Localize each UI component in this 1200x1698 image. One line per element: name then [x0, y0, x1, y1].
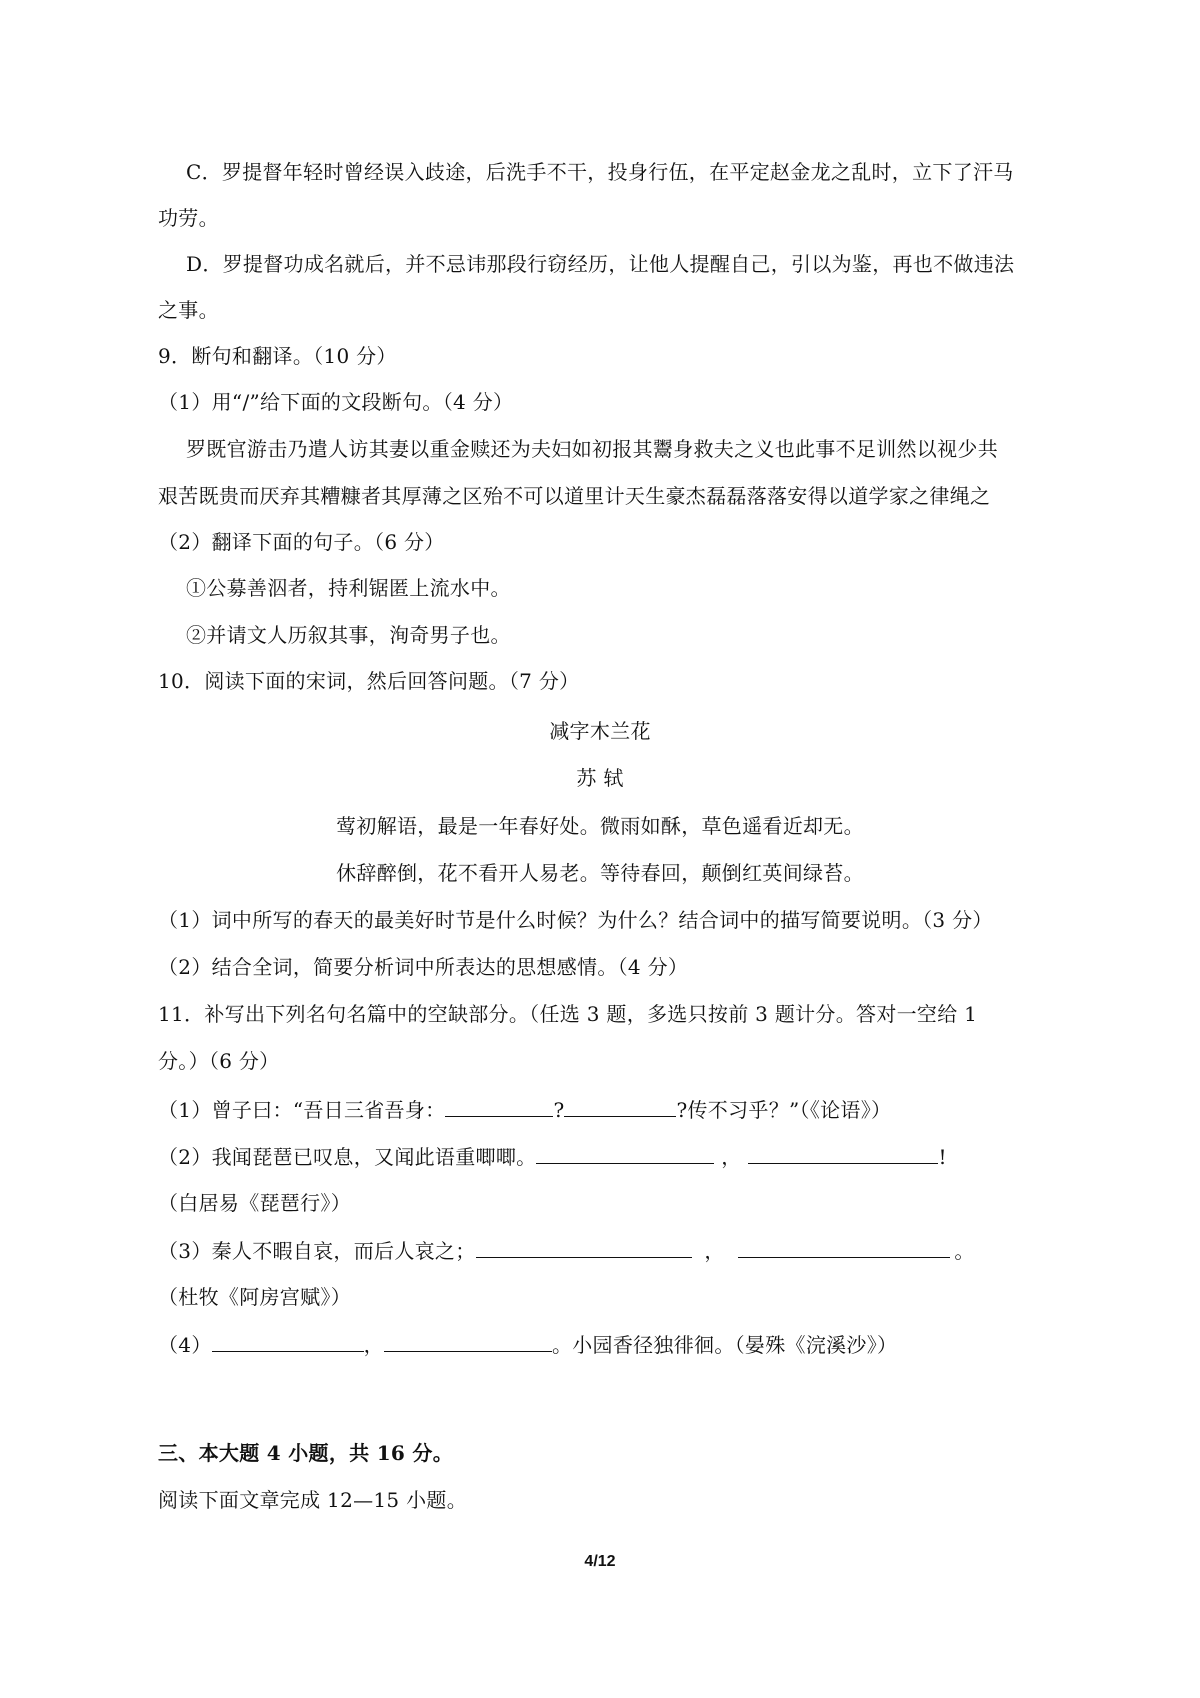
question-10-part1: （1）词中所写的春天的最美好时节是什么时候？为什么？结合词中的描写简要说明。（3 分）	[158, 908, 993, 932]
item1-mid: ?	[553, 1098, 565, 1122]
question-11-item1	[158, 1094, 891, 1124]
section-3-instruction: 阅读下面文章完成 12—15 小题。	[158, 1488, 468, 1512]
fill-blank[interactable]	[564, 1094, 676, 1117]
question-9-sentence2: ②并请文人历叙其事，洵奇男子也。	[186, 623, 511, 647]
poem-line1: 莺初解语，最是一年春好处。微雨如酥，草色遥看近却无。	[336, 814, 864, 838]
poem-author: 苏 轼	[576, 766, 624, 790]
item1-suffix: ?传不习乎？”（《论语》）	[676, 1098, 892, 1122]
question-11-item3	[158, 1235, 980, 1265]
item4-mid: ，	[363, 1333, 384, 1357]
fill-blank[interactable]	[748, 1141, 938, 1164]
question-9-passage-line1: 罗既官游击乃遣人访其妻以重金赎还为夫妇如初报其鬻身救夫之义也此事不足训然以视少共	[186, 437, 998, 461]
question-11-item4	[158, 1329, 897, 1359]
question-10-part2: （2）结合全词，简要分析词中所表达的思想感情。（4 分）	[158, 955, 689, 979]
option-d-line2: 之事。	[158, 298, 219, 322]
item1-prefix: （1）曾子曰：“吾日三省吾身：	[158, 1098, 446, 1122]
question-9-part2: （2）翻译下面的句子。（6 分）	[158, 530, 445, 554]
fill-blank[interactable]	[536, 1141, 714, 1164]
item4-prefix: （4）	[158, 1333, 212, 1357]
item2-mid: ，	[721, 1145, 742, 1169]
fill-blank[interactable]	[445, 1094, 553, 1117]
question-11-title-line1: 11．补写出下列名句名篇中的空缺部分。（任选 3 题，多选只按前 3 题计分。答对一空给 1	[158, 1002, 978, 1026]
option-c-line1: C．罗提督年轻时曾经误入歧途，后洗手不干，投身行伍，在平定赵金龙之乱时，立下了汗马	[186, 160, 1014, 184]
page-number: 4/12	[584, 1553, 616, 1570]
question-11-title-line2: 分。）（6 分）	[158, 1049, 280, 1073]
poem-line2: 休辞醉倒，花不看开人易老。等待春回，颠倒红英间绿苔。	[336, 861, 864, 885]
poem-title: 减字木兰花	[549, 719, 651, 743]
option-c-line2: 功劳。	[158, 206, 219, 230]
item3-mid: ，	[704, 1239, 725, 1263]
question-11-item3-source: （杜牧《阿房宫赋》）	[158, 1285, 351, 1309]
option-d-line1: D．罗提督功成名就后，并不忌讳那段行窃经历，让他人提醒自己，引以为鉴，再也不做违法	[186, 252, 1015, 276]
question-9-part1: （1）用“/”给下面的文段断句。（4 分）	[158, 390, 514, 414]
fill-blank[interactable]	[384, 1329, 552, 1352]
item3-suffix: 。	[954, 1239, 975, 1263]
fill-blank[interactable]	[476, 1235, 692, 1258]
item2-suffix: !	[938, 1145, 947, 1169]
question-11-item2	[158, 1141, 947, 1171]
question-9-passage-line2: 艰苦既贵而厌弃其糟糠者其厚薄之区殆不可以道里计天生豪杰磊磊落落安得以道学家之律绳之	[158, 484, 991, 508]
item2-prefix: （2）我闻琵琶已叹息，又闻此语重唧唧。	[158, 1145, 537, 1169]
item3-prefix: （3）秦人不暇自哀，而后人哀之；	[158, 1239, 476, 1263]
fill-blank[interactable]	[212, 1329, 364, 1352]
section-3-heading: 三、本大题 4 小题，共 16 分。	[158, 1441, 453, 1465]
fill-blank[interactable]	[738, 1235, 950, 1258]
question-9-sentence1: ①公募善泅者，持利锯匿上流水中。	[186, 576, 511, 600]
question-9-title: 9．断句和翻译。（10 分）	[158, 344, 397, 368]
question-11-item2-source: （白居易《琵琶行》）	[158, 1191, 351, 1215]
question-10-title: 10．阅读下面的宋词，然后回答问题。（7 分）	[158, 669, 580, 693]
item4-suffix: 。小园香径独徘徊。（晏殊《浣溪沙》）	[551, 1333, 898, 1357]
